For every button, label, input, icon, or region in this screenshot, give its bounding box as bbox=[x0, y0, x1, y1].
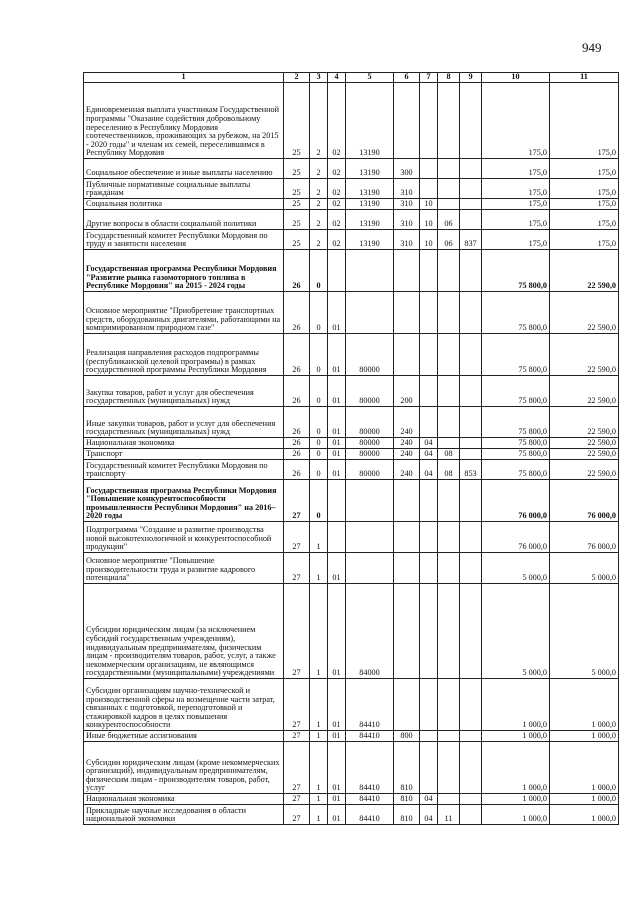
code-cell: 01 bbox=[328, 376, 346, 407]
code-cell bbox=[420, 522, 438, 553]
code-cell bbox=[420, 480, 438, 522]
table-row bbox=[84, 805, 619, 825]
code-cell bbox=[460, 522, 482, 553]
amount-cell: 22 590,0 bbox=[550, 460, 619, 480]
code-cell: 13190 bbox=[346, 210, 394, 230]
code-cell: 0 bbox=[310, 376, 328, 407]
code-cell bbox=[460, 805, 482, 825]
table-row bbox=[84, 460, 619, 480]
table-row bbox=[84, 376, 619, 407]
code-cell: 06 bbox=[438, 210, 460, 230]
code-cell: 240 bbox=[394, 460, 420, 480]
code-cell bbox=[346, 292, 394, 334]
amount-cell: 22 590,0 bbox=[550, 292, 619, 334]
row-name-cell: Транспорт bbox=[84, 449, 284, 460]
table-row bbox=[84, 407, 619, 438]
code-cell: 80000 bbox=[346, 376, 394, 407]
code-cell bbox=[420, 407, 438, 438]
code-cell: 84410 bbox=[346, 794, 394, 805]
code-cell: 800 bbox=[394, 731, 420, 742]
table-row bbox=[84, 179, 619, 199]
amount-cell: 76 000,0 bbox=[482, 480, 550, 522]
row-name-cell: Публичные нормативные социальные выплаты гражданам bbox=[84, 179, 284, 199]
amount-cell: 76 000,0 bbox=[482, 522, 550, 553]
code-cell: 837 bbox=[460, 230, 482, 250]
table-row bbox=[84, 794, 619, 805]
code-cell bbox=[394, 83, 420, 159]
code-cell bbox=[328, 522, 346, 553]
table-row bbox=[84, 159, 619, 179]
amount-cell: 22 590,0 bbox=[550, 250, 619, 292]
row-name-cell: Подпрограмма "Создание и развитие производства новой высокотехнологичной и конкурентоспособной продукции" bbox=[84, 522, 284, 553]
code-cell: 10 bbox=[420, 210, 438, 230]
code-cell: 25 bbox=[284, 83, 310, 159]
table-row bbox=[84, 679, 619, 731]
row-name-cell: Государственная программа Республики Мордовия "Повышение конкурентоспособности промышленности Республики Мордовия" на 2016–2020 годы bbox=[84, 480, 284, 522]
row-name-cell: Субсидии юридическим лицам (за исключением субсидий государственным учреждениям), индивидуальным предпринимателям, физическим лицам - производителям товаров, работ, услуг, а также некоммерческим организациям, не являющимся государственными (муниципальными) учреждениями bbox=[84, 584, 284, 679]
code-cell: 01 bbox=[328, 460, 346, 480]
code-cell: 01 bbox=[328, 553, 346, 584]
code-cell bbox=[460, 449, 482, 460]
amount-cell: 175,0 bbox=[482, 159, 550, 179]
code-cell bbox=[420, 159, 438, 179]
code-cell bbox=[394, 480, 420, 522]
column-header: 7 bbox=[420, 73, 438, 83]
code-cell: 27 bbox=[284, 679, 310, 731]
row-name-cell: Другие вопросы в области социальной политики bbox=[84, 210, 284, 230]
code-cell: 240 bbox=[394, 438, 420, 449]
code-cell bbox=[394, 250, 420, 292]
code-cell bbox=[460, 179, 482, 199]
code-cell bbox=[420, 83, 438, 159]
code-cell: 27 bbox=[284, 742, 310, 794]
table-row bbox=[84, 292, 619, 334]
code-cell: 2 bbox=[310, 159, 328, 179]
column-header: 4 bbox=[328, 73, 346, 83]
code-cell bbox=[420, 679, 438, 731]
row-name-cell: Иные бюджетные ассигнования bbox=[84, 731, 284, 742]
code-cell: 2 bbox=[310, 83, 328, 159]
code-cell: 0 bbox=[310, 438, 328, 449]
code-cell bbox=[328, 480, 346, 522]
code-cell: 02 bbox=[328, 179, 346, 199]
code-cell: 01 bbox=[328, 438, 346, 449]
table-row bbox=[84, 584, 619, 679]
table-row bbox=[84, 210, 619, 230]
table-row bbox=[84, 250, 619, 292]
code-cell: 310 bbox=[394, 199, 420, 210]
code-cell bbox=[394, 679, 420, 731]
code-cell bbox=[346, 522, 394, 553]
table-row bbox=[84, 742, 619, 794]
code-cell: 0 bbox=[310, 480, 328, 522]
code-cell bbox=[346, 480, 394, 522]
code-cell bbox=[394, 553, 420, 584]
code-cell: 810 bbox=[394, 742, 420, 794]
amount-cell: 75 800,0 bbox=[482, 407, 550, 438]
amount-cell: 1 000,0 bbox=[550, 742, 619, 794]
amount-cell: 1 000,0 bbox=[550, 679, 619, 731]
code-cell: 26 bbox=[284, 292, 310, 334]
code-cell: 1 bbox=[310, 584, 328, 679]
column-header: 9 bbox=[460, 73, 482, 83]
code-cell: 240 bbox=[394, 407, 420, 438]
row-name-cell: Основное мероприятие "Приобретение транспортных средств, оборудованных двигателями, работающими на компримированном природном газе" bbox=[84, 292, 284, 334]
code-cell: 84410 bbox=[346, 679, 394, 731]
row-name-cell: Национальная экономика bbox=[84, 438, 284, 449]
code-cell bbox=[460, 199, 482, 210]
amount-cell: 175,0 bbox=[482, 199, 550, 210]
table-row bbox=[84, 199, 619, 210]
amount-cell: 1 000,0 bbox=[482, 742, 550, 794]
amount-cell: 76 000,0 bbox=[550, 480, 619, 522]
row-name-cell: Иные закупки товаров, работ и услуг для обеспечения государственных (муниципальных) нужд bbox=[84, 407, 284, 438]
code-cell: 0 bbox=[310, 292, 328, 334]
code-cell: 26 bbox=[284, 449, 310, 460]
code-cell bbox=[394, 334, 420, 376]
code-cell: 01 bbox=[328, 292, 346, 334]
row-name-cell: Единовременная выплата участникам Государственной программы "Оказание содействия добровольному переселению в Республику Мордовия соотечественников, проживающих за рубежом, на 2015 - 2020 годы" и членам их семей, переселившимся в Республику Мордовия bbox=[84, 83, 284, 159]
code-cell bbox=[328, 250, 346, 292]
code-cell: 1 bbox=[310, 553, 328, 584]
code-cell bbox=[420, 742, 438, 794]
code-cell: 1 bbox=[310, 679, 328, 731]
code-cell bbox=[438, 407, 460, 438]
amount-cell: 175,0 bbox=[550, 179, 619, 199]
code-cell bbox=[438, 794, 460, 805]
code-cell bbox=[460, 292, 482, 334]
code-cell: 810 bbox=[394, 805, 420, 825]
row-name-cell: Государственный комитет Республики Мордовия по труду и занятости населения bbox=[84, 230, 284, 250]
code-cell: 240 bbox=[394, 449, 420, 460]
table-row bbox=[84, 553, 619, 584]
code-cell bbox=[438, 159, 460, 179]
code-cell: 04 bbox=[420, 805, 438, 825]
table-row bbox=[84, 449, 619, 460]
code-cell bbox=[394, 292, 420, 334]
code-cell: 84410 bbox=[346, 731, 394, 742]
code-cell bbox=[460, 731, 482, 742]
amount-cell: 1 000,0 bbox=[550, 731, 619, 742]
code-cell bbox=[346, 553, 394, 584]
code-cell: 80000 bbox=[346, 334, 394, 376]
amount-cell: 22 590,0 bbox=[550, 334, 619, 376]
code-cell: 0 bbox=[310, 407, 328, 438]
code-cell: 27 bbox=[284, 584, 310, 679]
code-cell bbox=[460, 794, 482, 805]
code-cell: 01 bbox=[328, 334, 346, 376]
code-cell bbox=[420, 584, 438, 679]
column-header: 8 bbox=[438, 73, 460, 83]
amount-cell: 175,0 bbox=[482, 179, 550, 199]
code-cell: 13190 bbox=[346, 83, 394, 159]
code-cell: 26 bbox=[284, 460, 310, 480]
code-cell bbox=[438, 553, 460, 584]
row-name-cell: Реализация направления расходов подпрограммы (республиканской целевой программы) в рамках государственной программы Республики Мордовия bbox=[84, 334, 284, 376]
amount-cell: 22 590,0 bbox=[550, 407, 619, 438]
table-row bbox=[84, 480, 619, 522]
amount-cell: 75 800,0 bbox=[482, 334, 550, 376]
code-cell: 2 bbox=[310, 210, 328, 230]
code-cell: 26 bbox=[284, 334, 310, 376]
page-number: 949 bbox=[582, 40, 602, 55]
code-cell: 25 bbox=[284, 230, 310, 250]
code-cell bbox=[420, 376, 438, 407]
amount-cell: 75 800,0 bbox=[482, 250, 550, 292]
code-cell: 13190 bbox=[346, 159, 394, 179]
budget-table bbox=[83, 72, 619, 825]
column-header: 1 bbox=[84, 73, 284, 83]
row-name-cell: Закупка товаров, работ и услуг для обеспечения государственных (муниципальных) нужд bbox=[84, 376, 284, 407]
code-cell: 80000 bbox=[346, 449, 394, 460]
code-cell: 04 bbox=[420, 438, 438, 449]
code-cell bbox=[438, 731, 460, 742]
code-cell: 08 bbox=[438, 460, 460, 480]
code-cell bbox=[346, 250, 394, 292]
code-cell bbox=[420, 553, 438, 584]
amount-cell: 1 000,0 bbox=[482, 794, 550, 805]
amount-cell: 5 000,0 bbox=[550, 553, 619, 584]
code-cell: 1 bbox=[310, 731, 328, 742]
row-name-cell: Государственная программа Республики Мордовия "Развитие рынка газомоторного топлива в Республике Мордовия" на 2015 - 2024 годы bbox=[84, 250, 284, 292]
column-header: 10 bbox=[482, 73, 550, 83]
code-cell bbox=[420, 250, 438, 292]
table-row bbox=[84, 230, 619, 250]
amount-cell: 5 000,0 bbox=[482, 553, 550, 584]
row-name-cell: Прикладные научные исследования в области национальной экономики bbox=[84, 805, 284, 825]
code-cell: 0 bbox=[310, 334, 328, 376]
code-cell bbox=[460, 250, 482, 292]
code-cell: 80000 bbox=[346, 460, 394, 480]
code-cell: 0 bbox=[310, 449, 328, 460]
code-cell bbox=[438, 438, 460, 449]
code-cell bbox=[460, 679, 482, 731]
code-cell: 01 bbox=[328, 407, 346, 438]
code-cell: 84000 bbox=[346, 584, 394, 679]
code-cell bbox=[460, 480, 482, 522]
code-cell: 26 bbox=[284, 250, 310, 292]
code-cell: 25 bbox=[284, 159, 310, 179]
code-cell: 13190 bbox=[346, 179, 394, 199]
amount-cell: 75 800,0 bbox=[482, 460, 550, 480]
table-row bbox=[84, 334, 619, 376]
amount-cell: 1 000,0 bbox=[482, 805, 550, 825]
code-cell bbox=[438, 376, 460, 407]
code-cell: 310 bbox=[394, 230, 420, 250]
table-body bbox=[84, 83, 619, 825]
code-cell bbox=[438, 83, 460, 159]
code-cell: 1 bbox=[310, 522, 328, 553]
row-name-cell: Субсидии организациям научно-технической и производственной сферы на возмещение части затрат, связанных с подготовкой, переподготовкой и стажировкой кадров в целях повышения конкурентоспособности bbox=[84, 679, 284, 731]
code-cell bbox=[460, 438, 482, 449]
code-cell: 10 bbox=[420, 230, 438, 250]
code-cell: 01 bbox=[328, 584, 346, 679]
code-cell bbox=[394, 522, 420, 553]
amount-cell: 175,0 bbox=[482, 230, 550, 250]
code-cell: 02 bbox=[328, 199, 346, 210]
code-cell: 2 bbox=[310, 199, 328, 210]
amount-cell: 5 000,0 bbox=[550, 584, 619, 679]
code-cell: 10 bbox=[420, 199, 438, 210]
code-cell: 04 bbox=[420, 794, 438, 805]
table-row bbox=[84, 731, 619, 742]
code-cell bbox=[460, 159, 482, 179]
code-cell: 84410 bbox=[346, 742, 394, 794]
code-cell bbox=[460, 742, 482, 794]
code-cell: 26 bbox=[284, 376, 310, 407]
code-cell: 80000 bbox=[346, 407, 394, 438]
code-cell: 27 bbox=[284, 480, 310, 522]
code-cell: 2 bbox=[310, 179, 328, 199]
column-header: 11 bbox=[550, 73, 619, 83]
code-cell bbox=[420, 179, 438, 199]
column-header: 6 bbox=[394, 73, 420, 83]
column-header: 5 bbox=[346, 73, 394, 83]
code-cell bbox=[438, 584, 460, 679]
table-header-row bbox=[84, 73, 619, 83]
amount-cell: 175,0 bbox=[482, 210, 550, 230]
code-cell: 13190 bbox=[346, 199, 394, 210]
code-cell: 853 bbox=[460, 460, 482, 480]
code-cell bbox=[438, 250, 460, 292]
amount-cell: 175,0 bbox=[482, 83, 550, 159]
code-cell: 0 bbox=[310, 460, 328, 480]
code-cell: 27 bbox=[284, 805, 310, 825]
code-cell: 84410 bbox=[346, 805, 394, 825]
code-cell: 200 bbox=[394, 376, 420, 407]
code-cell: 27 bbox=[284, 553, 310, 584]
code-cell bbox=[438, 480, 460, 522]
amount-cell: 75 800,0 bbox=[482, 292, 550, 334]
code-cell: 310 bbox=[394, 210, 420, 230]
code-cell: 27 bbox=[284, 731, 310, 742]
code-cell: 13190 bbox=[346, 230, 394, 250]
code-cell bbox=[460, 210, 482, 230]
amount-cell: 175,0 bbox=[550, 210, 619, 230]
code-cell bbox=[438, 742, 460, 794]
amount-cell: 22 590,0 bbox=[550, 449, 619, 460]
code-cell: 01 bbox=[328, 679, 346, 731]
code-cell: 11 bbox=[438, 805, 460, 825]
code-cell bbox=[460, 407, 482, 438]
code-cell: 01 bbox=[328, 449, 346, 460]
code-cell: 02 bbox=[328, 230, 346, 250]
code-cell: 02 bbox=[328, 159, 346, 179]
table-row bbox=[84, 522, 619, 553]
amount-cell: 75 800,0 bbox=[482, 438, 550, 449]
code-cell: 01 bbox=[328, 731, 346, 742]
code-cell bbox=[394, 584, 420, 679]
code-cell: 06 bbox=[438, 230, 460, 250]
code-cell: 04 bbox=[420, 460, 438, 480]
code-cell: 27 bbox=[284, 794, 310, 805]
code-cell: 0 bbox=[310, 250, 328, 292]
code-cell: 300 bbox=[394, 159, 420, 179]
code-cell bbox=[438, 522, 460, 553]
amount-cell: 1 000,0 bbox=[482, 731, 550, 742]
row-name-cell: Социальная политика bbox=[84, 199, 284, 210]
code-cell: 1 bbox=[310, 794, 328, 805]
code-cell: 04 bbox=[420, 449, 438, 460]
code-cell bbox=[438, 334, 460, 376]
code-cell bbox=[420, 731, 438, 742]
code-cell bbox=[460, 83, 482, 159]
amount-cell: 1 000,0 bbox=[550, 805, 619, 825]
amount-cell: 22 590,0 bbox=[550, 438, 619, 449]
code-cell: 02 bbox=[328, 210, 346, 230]
amount-cell: 5 000,0 bbox=[482, 584, 550, 679]
code-cell: 80000 bbox=[346, 438, 394, 449]
amount-cell: 1 000,0 bbox=[482, 679, 550, 731]
amount-cell: 75 800,0 bbox=[482, 376, 550, 407]
code-cell bbox=[438, 292, 460, 334]
amount-cell: 175,0 bbox=[550, 159, 619, 179]
code-cell bbox=[460, 584, 482, 679]
code-cell: 08 bbox=[438, 449, 460, 460]
amount-cell: 175,0 bbox=[550, 199, 619, 210]
code-cell: 01 bbox=[328, 794, 346, 805]
code-cell: 25 bbox=[284, 179, 310, 199]
code-cell bbox=[420, 334, 438, 376]
code-cell: 27 bbox=[284, 522, 310, 553]
table-row bbox=[84, 438, 619, 449]
row-name-cell: Субсидии юридическим лицам (кроме некоммерческих организаций), индивидуальным предпринимателям, физическим лицам - производителям товаров, работ, услуг bbox=[84, 742, 284, 794]
amount-cell: 22 590,0 bbox=[550, 376, 619, 407]
code-cell bbox=[420, 292, 438, 334]
code-cell bbox=[460, 334, 482, 376]
table-row bbox=[84, 83, 619, 159]
code-cell: 25 bbox=[284, 210, 310, 230]
row-name-cell: Государственный комитет Республики Мордовия по транспорту bbox=[84, 460, 284, 480]
code-cell bbox=[438, 679, 460, 731]
code-cell: 01 bbox=[328, 742, 346, 794]
amount-cell: 75 800,0 bbox=[482, 449, 550, 460]
code-cell: 310 bbox=[394, 179, 420, 199]
code-cell: 1 bbox=[310, 805, 328, 825]
code-cell bbox=[438, 199, 460, 210]
code-cell: 2 bbox=[310, 230, 328, 250]
code-cell bbox=[438, 179, 460, 199]
row-name-cell: Социальное обеспечение и иные выплаты населению bbox=[84, 159, 284, 179]
column-header: 3 bbox=[310, 73, 328, 83]
code-cell: 26 bbox=[284, 438, 310, 449]
code-cell: 02 bbox=[328, 83, 346, 159]
row-name-cell: Основное мероприятие "Повышение производительности труда и развитие кадрового потенциала" bbox=[84, 553, 284, 584]
amount-cell: 76 000,0 bbox=[550, 522, 619, 553]
code-cell: 1 bbox=[310, 742, 328, 794]
amount-cell: 175,0 bbox=[550, 230, 619, 250]
code-cell bbox=[460, 376, 482, 407]
code-cell bbox=[460, 553, 482, 584]
code-cell: 26 bbox=[284, 407, 310, 438]
amount-cell: 1 000,0 bbox=[550, 794, 619, 805]
amount-cell: 175,0 bbox=[550, 83, 619, 159]
code-cell: 810 bbox=[394, 794, 420, 805]
row-name-cell: Национальная экономика bbox=[84, 794, 284, 805]
code-cell: 25 bbox=[284, 199, 310, 210]
code-cell: 01 bbox=[328, 805, 346, 825]
column-header: 2 bbox=[284, 73, 310, 83]
